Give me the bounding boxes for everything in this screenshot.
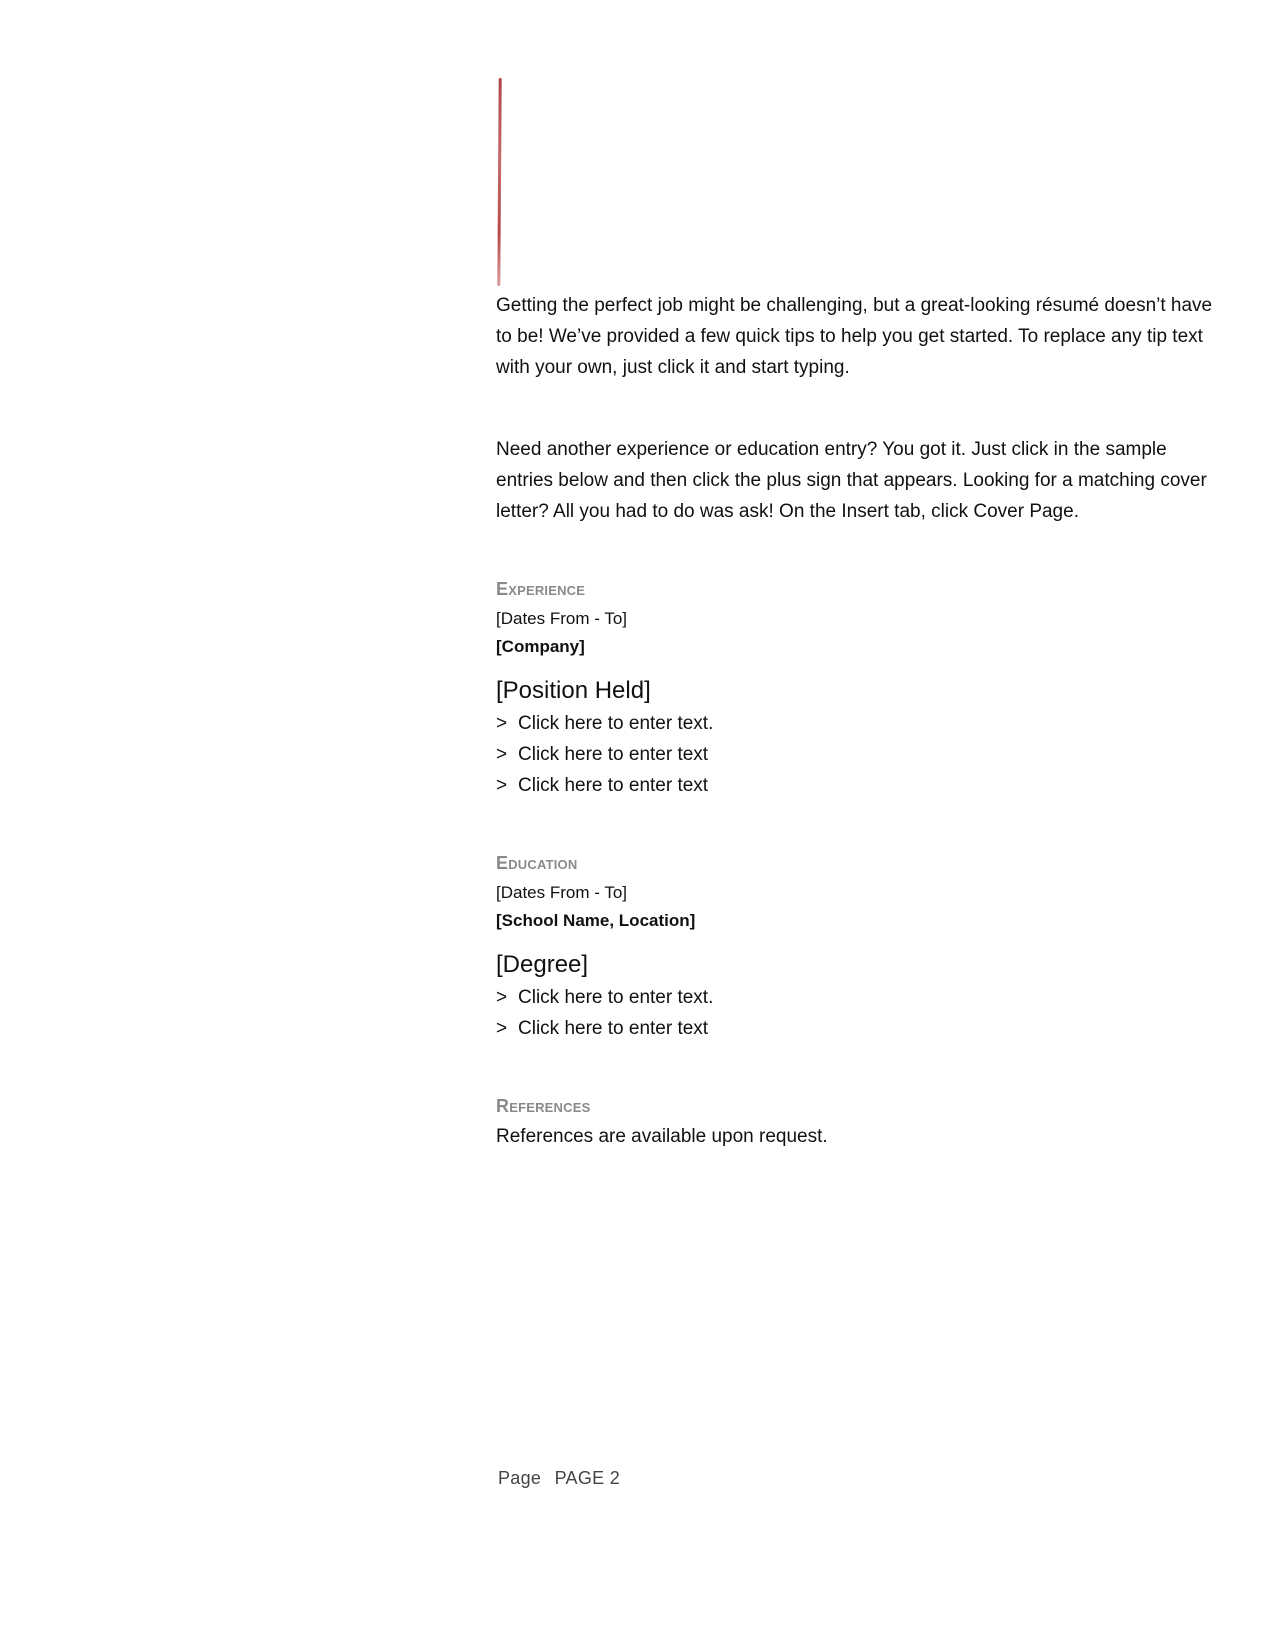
list-item[interactable] [496,982,1216,1013]
bullet-text[interactable]: Click here to enter text. [518,987,714,1008]
education-bullet-list [496,982,1216,1044]
bullet-text[interactable]: Click here to enter text. [518,713,714,734]
experience-heading: Experience [496,579,586,599]
education-degree[interactable]: [Degree] [496,951,589,978]
education-school[interactable]: [School Name, Location] [496,911,696,930]
page-footer [498,1468,628,1489]
references-text[interactable]: References are available upon request. [496,1126,828,1147]
education-section [496,853,1216,1044]
bullet-arrow-icon: > [496,775,508,796]
bullet-arrow-icon: > [496,987,508,1008]
experience-company[interactable]: [Company] [496,637,585,656]
bullet-arrow-icon: > [496,744,508,765]
list-item[interactable] [496,739,1216,770]
education-heading: Education [496,853,578,873]
bullet-text[interactable]: Click here to enter text [518,775,709,796]
bullet-arrow-icon: > [496,713,508,734]
intro-paragraph-1[interactable]: Getting the perfect job might be challenging, but a great-looking résumé doesn’t have to be! We’ve provided a few quick tips to help you get started. To replace any tip text with your own, just click it and start typing. [496,295,1213,378]
education-dates[interactable]: [Dates From - To] [496,883,627,902]
list-item[interactable] [496,770,1216,801]
document-body [496,290,1216,1152]
accent-vertical-line [497,78,501,286]
bullet-text[interactable]: Click here to enter text [518,1018,709,1039]
page-label: Page [498,1468,542,1488]
experience-bullet-list [496,708,1216,801]
list-item[interactable] [496,1013,1216,1044]
experience-position[interactable]: [Position Held] [496,677,651,704]
page-number-field: PAGE 2 [554,1468,621,1488]
experience-dates[interactable]: [Dates From - To] [496,609,627,628]
bullet-arrow-icon: > [496,1018,508,1039]
experience-section [496,579,1216,801]
references-heading: References [496,1096,591,1116]
list-item[interactable] [496,708,1216,739]
references-section [496,1096,1216,1152]
bullet-text[interactable]: Click here to enter text [518,744,709,765]
intro-paragraph-2[interactable]: Need another experience or education entry? You got it. Just click in the sample entries below and then click the plus sign that appears. Looking for a matching cover letter? All you had to do was ask! On the Insert tab, click Cover Page. [496,439,1207,522]
